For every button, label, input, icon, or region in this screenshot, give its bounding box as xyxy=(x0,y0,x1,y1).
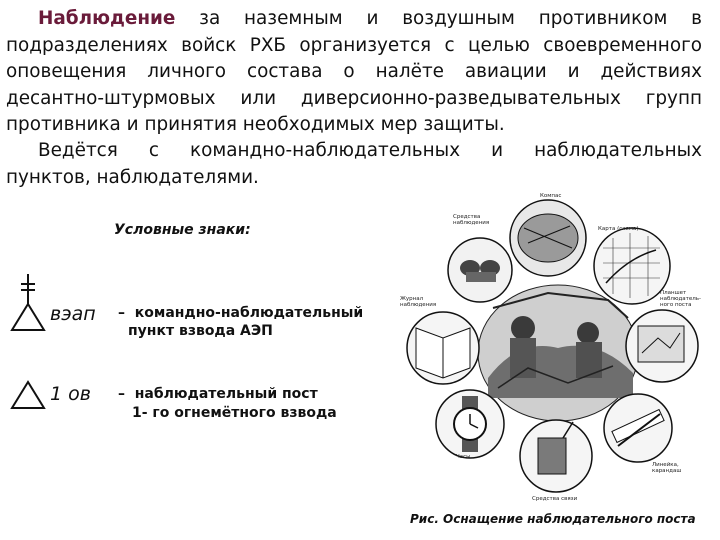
intro-line-2: подразделениях войск РХБ организуется с целью своевременного xyxy=(6,34,702,56)
svg-text:карандаш: карандаш xyxy=(652,468,682,474)
label-planshet: Планшет xyxy=(660,290,687,296)
intro-line-3: оповещения личного состава о налёте авиации и действиях xyxy=(6,61,702,82)
intro-line-5: противника и принятия необходимых мер защиты. xyxy=(6,114,505,135)
label-comms: Средства связи xyxy=(532,496,578,502)
watch-illustration xyxy=(436,390,504,458)
intro-line-4: десантно-штурмовых или диверсионно-разведывательных групп xyxy=(6,87,702,109)
ruler-pencil-illustration xyxy=(604,394,672,462)
label-ruler: Линейка, xyxy=(652,462,679,468)
label-compass: Компас xyxy=(540,193,562,199)
planshet-illustration xyxy=(626,310,698,382)
label-journal: Журнал xyxy=(400,296,424,302)
intro-paragraph xyxy=(6,6,702,139)
legend-desc-2: – наблюдательный пост xyxy=(118,386,318,402)
observers-scene-illustration xyxy=(478,285,638,421)
figure-caption: Рис. Оснащение наблюдательного поста xyxy=(410,512,696,526)
journal-illustration xyxy=(407,312,479,384)
intro-line-1: Наблюдение за наземным и воздушным противником в xyxy=(38,8,702,29)
legend-title: Условные знаки: xyxy=(114,222,251,238)
legend-desc-2b: 1- го огнемётного взвода xyxy=(132,405,337,421)
legend-desc-1b: пункт взвода АЭП xyxy=(128,323,273,339)
svg-text:ного поста: ного поста xyxy=(660,302,692,308)
svg-text:наблюдения: наблюдения xyxy=(400,302,437,308)
observation-post-equipment-figure xyxy=(398,188,714,508)
observation-post-symbol xyxy=(8,380,48,410)
compass-illustration xyxy=(510,200,586,276)
binoculars-illustration xyxy=(448,238,512,302)
label-watch: Часы xyxy=(456,454,471,460)
legend-code-1: вэап xyxy=(50,303,96,325)
command-observation-post-symbol xyxy=(8,272,48,334)
second-paragraph xyxy=(6,138,702,191)
legend-desc-1: – командно-наблюдательный xyxy=(118,305,364,321)
comms-illustration xyxy=(520,420,592,492)
second-line-1: Ведётся с командно-наблюдательных и наблюдательных xyxy=(38,140,702,161)
svg-text:наблюдатель-: наблюдатель- xyxy=(660,296,702,302)
term-observation: Наблюдение xyxy=(38,8,176,29)
map-illustration xyxy=(594,228,670,304)
label-observation-means: Средства наблюдения xyxy=(453,214,490,226)
label-map: Карта (схема) xyxy=(598,226,639,232)
second-line-2: пунктов, наблюдателями. xyxy=(6,166,259,188)
legend-code-2: 1 ов xyxy=(50,383,91,405)
